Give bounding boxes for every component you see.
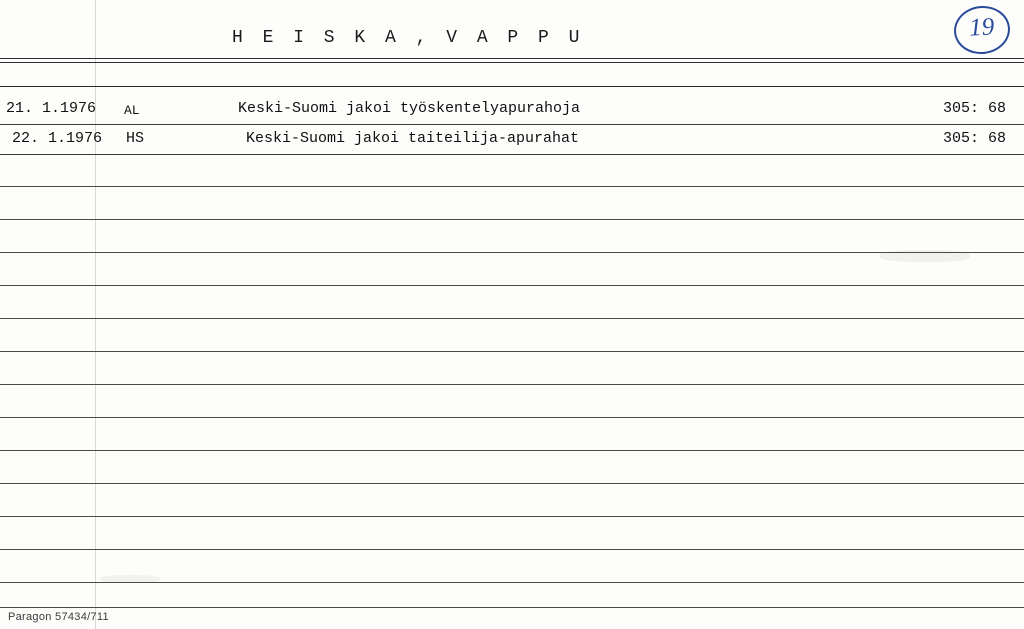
entry-title: Keski-Suomi jakoi työskentelyapurahoja xyxy=(238,100,581,117)
header-rule-top-second xyxy=(0,62,1024,63)
entry-row xyxy=(0,96,1024,127)
row-rule xyxy=(0,549,1024,550)
page-number-value: 19 xyxy=(968,13,995,42)
row-rule xyxy=(0,186,1024,187)
entry-row xyxy=(0,126,1024,157)
row-rule xyxy=(0,607,1024,608)
row-rule xyxy=(0,219,1024,220)
row-rule xyxy=(0,154,1024,155)
row-rule xyxy=(0,516,1024,517)
row-rule xyxy=(0,285,1024,286)
entry-reference: 305: 68 xyxy=(942,100,1006,117)
entry-reference: 305: 68 xyxy=(942,130,1006,147)
page-title: H E I S K A , V A P P U xyxy=(232,28,584,48)
row-rule xyxy=(0,124,1024,125)
page-number-badge xyxy=(952,3,1013,57)
entry-date: 21. 1.1976 xyxy=(6,100,97,117)
entry-title: Keski-Suomi jakoi taiteilija-apurahat xyxy=(246,130,580,147)
row-rule xyxy=(0,582,1024,583)
entry-date: 22. 1.1976 xyxy=(12,130,103,147)
row-rule xyxy=(0,252,1024,253)
row-rule xyxy=(0,318,1024,319)
row-rule xyxy=(0,450,1024,451)
entry-source: HS xyxy=(126,130,145,147)
footer-note: Paragon 57434/711 xyxy=(8,611,109,623)
row-rule xyxy=(0,384,1024,385)
entry-source: AL xyxy=(124,103,140,118)
header-rule-bottom xyxy=(0,86,1024,87)
row-rule xyxy=(0,417,1024,418)
row-rule xyxy=(0,483,1024,484)
header-rule-top xyxy=(0,58,1024,59)
left-margin-line xyxy=(95,0,96,629)
row-rule xyxy=(0,351,1024,352)
